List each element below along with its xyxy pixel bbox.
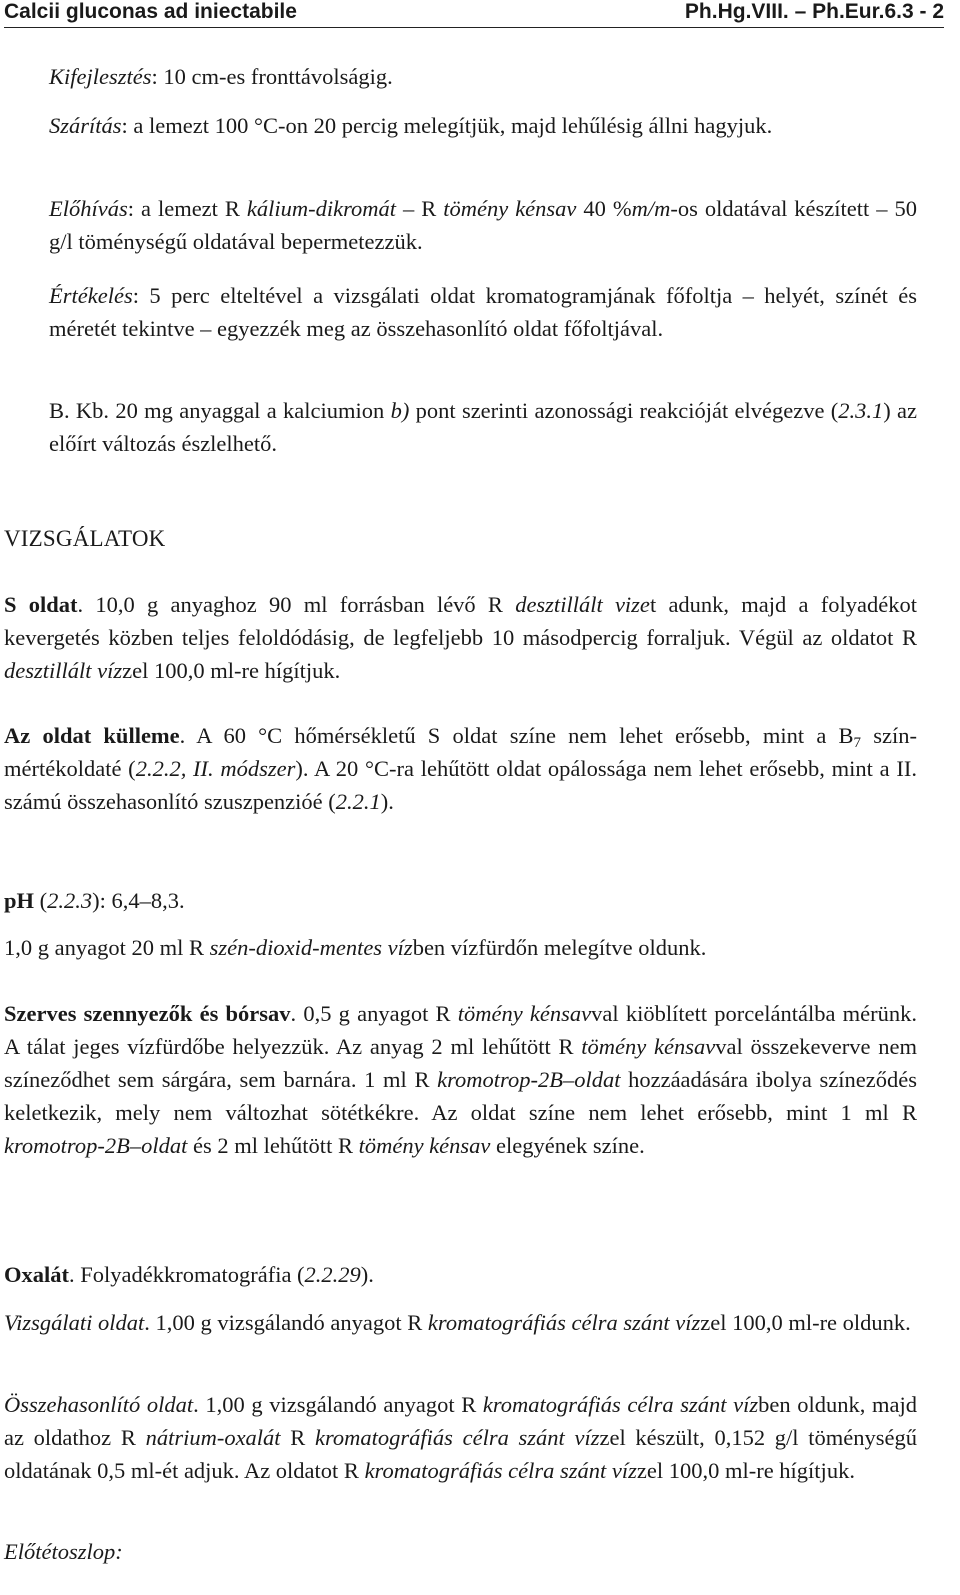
oxalate-paragraph: Oxalát. Folyadékkromatográfia (2.2.29). [4, 1262, 374, 1287]
precolumn-label: Előtétoszlop: [4, 1539, 123, 1564]
evaluation-paragraph: Értékelés: 5 perc elteltével a vizsgálati oldat kromatogramjának főfoltja – helyét, színét és méretét tekintve – egyezzék meg az összehasonlító oldat főfoltjával. [49, 283, 917, 341]
solution-s-paragraph: S oldat. 10,0 g anyaghoz 90 ml forrásban lévő R desztillált vizet adunk, majd a folyadékot kevergetés közben teljes feloldódásig, de legfeljebb 10 másodpercig forraljuk. Végül az oldatot R desztillált vízzel 100,0 ml-re hígítjuk. [4, 592, 917, 683]
monograph-title: Calcii gluconas ad iniectabile [4, 0, 297, 23]
test-solution-paragraph: Vizsgálati oldat. 1,00 g vizsgálandó anyagot R kromatográfiás célra szánt vízzel 100,0 ml-re oldunk. [4, 1310, 911, 1335]
development-paragraph: Kifejlesztés: 10 cm-es fronttávolságig. [49, 64, 393, 89]
appearance-paragraph: Az oldat külleme. A 60 °C hőmérsékletű S oldat színe nem lehet erősebb, mint a $B_7$ szín-mértékoldaté (2.2.2, II. módszer). A 20 °C-ra lehűtött oldat opálossága nem lehet erősebb, mint a II. számú összehasonlító szuszpenzióé (2.2.1). [4, 723, 917, 814]
organic-impurities-paragraph: Szerves szennyezők és bórsav. 0,5 g anyagot R tömény kénsavval kiöblített porcelántálba mérünk. A tálat jeges vízfürdőbe helyezzük. Az anyag 2 ml lehűtött R tömény kénsavval összekeverve nem színeződhet sem sárgára, sem barnára. 1 ml R kromotrop-2B–oldat hozzáadására ibolya színeződés keletkezik, mely nem változhat sötétkékre. Az oldat színe nem lehet erősebb, mint 1 ml R kromotrop-2B–oldat és 2 ml lehűtött R tömény kénsav elegyének színe. [4, 1001, 917, 1158]
b7-subscript: 7 [853, 735, 862, 751]
reference-solution-paragraph: Összehasonlító oldat. 1,00 g vizsgálandó anyagot R kromatográfiás célra szánt vízben oldunk, majd az oldathoz R nátrium-oxalát R kromatográfiás célra szánt vízzel készült, 0,152 g/l töménységű oldatának 0,5 ml-ét adjuk. Az oldatot R kromatográfiás célra szánt vízzel 100,0 ml-re hígítjuk. [4, 1392, 917, 1483]
ph-preparation-paragraph: 1,0 g anyagot 20 ml R szén-dioxid-mentes vízben vízfürdőn melegítve oldunk. [4, 935, 707, 960]
drying-paragraph: Szárítás: a lemezt 100 °C-on 20 percig melegítjük, majd lehűlésig állni hagyjuk. [49, 113, 773, 138]
page-header [4, 0, 944, 26]
tests-heading: VIZSGÁLATOK [4, 526, 166, 551]
header-rule [4, 27, 944, 28]
pharmacopoeia-reference: Ph.Hg.VIII. – Ph.Eur.6.3 - 2 [684, 0, 944, 23]
identification-b-paragraph: B. Kb. 20 mg anyaggal a kalciumion b) pont szerinti azonossági reakcióját elvégezve (2.3.1) az előírt változás észlelhető. [49, 398, 918, 456]
detection-paragraph: Előhívás: a lemezt R kálium-dikromát – R tömény kénsav 40 %m/m-os oldatával készített – 50 g/l töménységű oldatával bepermetezzük. [49, 196, 917, 254]
ph-paragraph: pH (2.2.3): 6,4–8,3. [4, 888, 185, 913]
